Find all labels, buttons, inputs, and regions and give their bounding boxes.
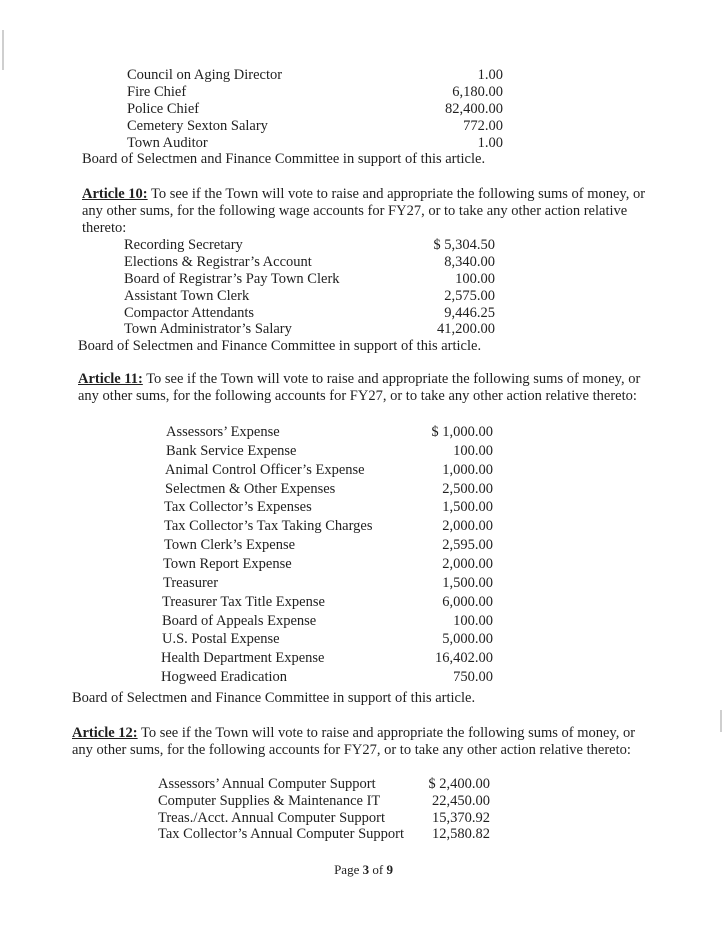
item-amount: 9,446.25 <box>444 305 495 321</box>
item-amount: 6,000.00 <box>442 593 493 610</box>
scan-edge-right <box>720 710 722 732</box>
item-amount: $ 5,304.50 <box>433 237 495 253</box>
list-item <box>0 443 727 460</box>
support-statement: Board of Selectmen and Finance Committee in support of this article. <box>82 151 486 167</box>
item-label: Council on Aging Director <box>127 67 283 83</box>
item-amount: $ 2,400.00 <box>428 776 490 792</box>
list-item <box>0 321 727 338</box>
item-label: Recording Secretary <box>124 237 243 253</box>
item-label: Elections & Registrar’s Account <box>124 254 312 270</box>
list-item <box>0 776 727 793</box>
item-label: Board of Registrar’s Pay Town Clerk <box>124 271 340 287</box>
article-heading: Article 10: <box>82 186 148 202</box>
item-amount: 750.00 <box>453 669 493 686</box>
item-amount: 2,000.00 <box>442 555 493 572</box>
item-label: Compactor Attendants <box>124 305 255 321</box>
item-amount: 2,575.00 <box>444 288 495 304</box>
article-intro-line <box>82 186 645 203</box>
item-label: Assistant Town Clerk <box>124 288 250 304</box>
item-label: Treasurer Tax Title Expense <box>162 593 325 610</box>
list-item <box>0 575 727 592</box>
list-item <box>0 650 727 667</box>
item-label: Computer Supplies & Maintenance IT <box>158 793 381 809</box>
list-item <box>0 669 727 686</box>
list-item <box>0 271 727 288</box>
item-amount: 1.00 <box>477 67 503 83</box>
item-label: Treas./Acct. Annual Computer Support <box>158 810 386 826</box>
page-total: 9 <box>386 862 393 877</box>
list-item <box>0 135 727 152</box>
item-amount: 41,200.00 <box>437 321 495 337</box>
item-amount: 1,500.00 <box>442 499 493 516</box>
item-label: Assessors’ Expense <box>166 424 280 440</box>
item-amount: 15,370.92 <box>432 810 490 826</box>
item-amount: 82,400.00 <box>445 101 503 117</box>
item-amount: 5,000.00 <box>442 631 493 648</box>
item-amount: 100.00 <box>453 612 493 629</box>
article-text-line: thereto: <box>82 220 127 236</box>
article-text-line: any other sums, for the following accounts for FY27, or to take any other action relative thereto: <box>72 742 631 758</box>
item-label: Selectmen & Other Expenses <box>165 480 336 497</box>
item-label: Fire Chief <box>127 84 187 100</box>
list-item <box>0 594 727 611</box>
item-amount: $ 1,000.00 <box>431 424 493 440</box>
item-amount: 2,500.00 <box>442 480 493 497</box>
item-amount: 8,340.00 <box>444 254 495 270</box>
list-item <box>0 101 727 118</box>
item-label: Health Department Expense <box>161 650 325 667</box>
item-label: Town Report Expense <box>163 555 292 572</box>
list-item <box>0 826 727 843</box>
list-item <box>0 631 727 648</box>
list-item <box>0 537 727 554</box>
list-item <box>0 462 727 479</box>
item-label: Police Chief <box>127 101 200 117</box>
list-item <box>0 499 727 516</box>
list-item <box>0 84 727 101</box>
item-amount: 2,595.00 <box>442 537 493 554</box>
article-intro-line <box>72 725 635 742</box>
item-amount: 772.00 <box>463 118 503 134</box>
list-item <box>0 424 727 441</box>
support-statement: Board of Selectmen and Finance Committee in support of this article. <box>78 338 482 354</box>
item-label: Town Auditor <box>127 135 208 151</box>
item-amount: 12,580.82 <box>432 826 490 842</box>
list-item <box>0 810 727 827</box>
item-label: Tax Collector’s Expenses <box>164 499 312 516</box>
list-item <box>0 793 727 810</box>
item-amount: 1.00 <box>477 135 503 151</box>
article-text: To see if the Town will vote to raise and appropriate the following sums of money, or <box>142 371 641 387</box>
item-label: Treasurer <box>163 574 219 591</box>
article-heading: Article 12: <box>72 725 138 741</box>
article-text: To see if the Town will vote to raise and appropriate the following sums of money, or <box>147 186 646 202</box>
list-item <box>0 288 727 305</box>
article-text-line: any other sums, for the following accounts for FY27, or to take any other action relative thereto: <box>78 388 637 404</box>
article-heading: Article 11: <box>78 371 143 387</box>
list-item <box>0 305 727 322</box>
list-item <box>0 613 727 630</box>
list-item <box>0 556 727 573</box>
scan-edge-left <box>2 30 4 70</box>
item-label: Bank Service Expense <box>166 442 297 459</box>
item-label: U.S. Postal Expense <box>162 631 280 648</box>
article-intro-line <box>78 371 640 388</box>
item-amount: 2,000.00 <box>442 518 493 535</box>
item-label: Hogweed Eradication <box>161 669 288 686</box>
item-amount: 1,000.00 <box>442 461 493 478</box>
list-item <box>0 237 727 254</box>
item-label: Town Administrator’s Salary <box>124 321 292 337</box>
item-amount: 6,180.00 <box>452 84 503 100</box>
article-text-line: any other sums, for the following wage accounts for FY27, or to take any other action relative <box>82 203 628 219</box>
item-label: Tax Collector’s Tax Taking Charges <box>164 518 373 535</box>
item-label: Tax Collector’s Annual Computer Support <box>158 826 404 842</box>
item-label: Animal Control Officer’s Expense <box>165 461 365 478</box>
support-statement: Board of Selectmen and Finance Committee in support of this article. <box>72 690 476 706</box>
page-of-label: of <box>372 862 384 877</box>
list-item <box>0 481 727 498</box>
list-item <box>0 67 727 84</box>
item-label: Board of Appeals Expense <box>162 612 317 629</box>
page-footer <box>0 862 727 878</box>
item-label: Assessors’ Annual Computer Support <box>158 776 376 792</box>
list-item <box>0 518 727 535</box>
page-label: Page <box>334 862 360 877</box>
item-amount: 1,500.00 <box>442 574 493 591</box>
list-item <box>0 118 727 135</box>
item-label: Cemetery Sexton Salary <box>127 118 268 134</box>
item-label: Town Clerk’s Expense <box>164 537 296 554</box>
item-amount: 22,450.00 <box>432 793 490 809</box>
item-amount: 16,402.00 <box>435 650 493 667</box>
article-text: To see if the Town will vote to raise and appropriate the following sums of money, or <box>137 725 636 741</box>
page-number: 3 <box>362 862 370 877</box>
item-amount: 100.00 <box>455 271 495 287</box>
item-amount: 100.00 <box>453 442 493 459</box>
list-item <box>0 254 727 271</box>
